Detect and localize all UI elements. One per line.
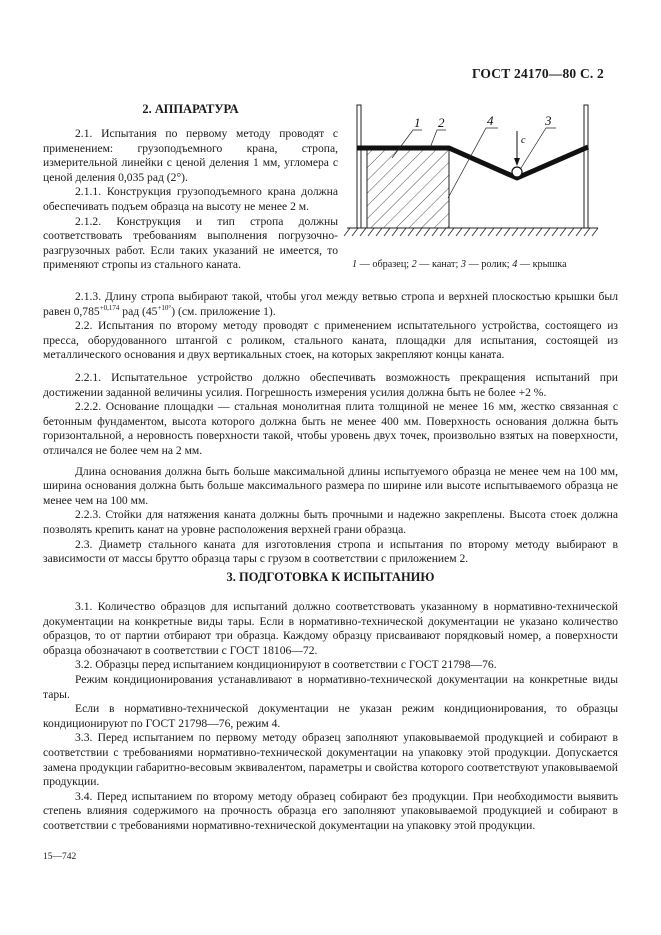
paragraph-3-2-c: Если в нормативно-технической документации не указан режим кондиционирования, то образцы кондиционируют по ГОСТ 21798—76, режим 4. [43, 702, 618, 730]
paragraph-2-2-3: 2.2.3. Стойки для натяжения каната должны быть прочными и надежно закреплены. Высота стоек должна позволять крепить канат на уровне расположения верхней грани образца. [43, 508, 618, 536]
paragraph-3-4: 3.4. Перед испытанием по второму методу образец собирают без продукции. При необходимости выявить степень влияния содержимого на прочность образца его заполняют упаковываемой продукцией и собирают в соответствии с требованиями нормативно-технической документации на упаковку этой продукции. [43, 789, 618, 832]
paragraph-2-1-3: 2.1.3. Длину стропа выбирают такой, чтобы угол между ветвью стропа и верхней плоскостью крышки был равен $0,785^{+0,174}$ рад $(45^{+10^\circ})$ (см. приложение 1). [43, 290, 618, 318]
section-3-title: 3. ПОДГОТОВКА К ИСПЫТАНИЮ [226, 570, 435, 584]
label-4: 4 [487, 113, 494, 128]
paragraph-2-3: 2.3. Диаметр стального каната для изготовления стропа и испытания по второму методу выбирают в зависимости от массы брутто образца тары с грузом в соответствии с приложением 2. [43, 537, 618, 566]
right-post [584, 105, 588, 228]
label-2: 2 [438, 115, 445, 130]
paragraph-3-2: 3.2. Образцы перед испытанием кондиционируют в соответствии с ГОСТ 21798—76. [75, 658, 497, 672]
roller [512, 167, 522, 177]
paragraph-3-3: 3.3. Перед испытанием по первому методу образец заполняют упаковываемой продукцией и собирают в соответствии с требованиями нормативно-технической документации на упаковку этой продукции. Допускается замена продукции габаритно-весовым эквивалентом, параметры и свойства которого соответствуют упаковываемой продукции. [43, 731, 618, 789]
paragraph-2-1-1: 2.1.1. Конструкция грузоподъемного крана должна обеспечивать подъем образца на высоту не менее 2 м. [43, 185, 338, 213]
paragraph-2-2-1: 2.2.1. Испытательное устройство должно обеспечивать возможность прекращения испытаний при достижении заданной величины усилия. Погрешность измерения усилия должна быть не более +2 %. [43, 370, 618, 399]
left-post [357, 105, 361, 228]
paragraph-2-2-2: 2.2.2. Основание площадки — стальная монолитная плита толщиной не менее 16 мм, жестко связанная с бетонным фундаментом, высота которого должна быть не менее 400 мм. Поверхность основания должна быть горизонтальной, а неровность поверхности такой, чтобы уровень двух точек, произвольно взятых на поверхности, отличался не более чем на 2 мм. [43, 400, 618, 457]
section-2-title: 2. АППАРАТУРА [142, 102, 239, 116]
paragraph-3-2-b: Режим кондиционирования устанавливают в нормативно-технической документации на конкретные виды тары. [43, 672, 618, 701]
label-1: 1 [414, 115, 421, 130]
paragraph-2-2-2-b: Длина основания должна быть больше максимальной длины испытуемого образца не менее чем на 100 мм, ширина основания должна быть больше максимального размера по ширине или высоте испытываемого образца не менее чем на 100 мм. [43, 464, 618, 507]
label-3: 3 [545, 113, 552, 128]
section-3-text [43, 600, 618, 834]
paragraph-2-1: 2.1. Испытания по первому методу проводят с применением: грузоподъемного крана, стропа, измерительной линейки с ценой деления 1 мм, угломера с ценой деления 0,035 рад (2°). [43, 127, 338, 184]
force-label: c [521, 135, 526, 146]
document-header: ГОСТ 24170—80 С. 2 [471, 66, 604, 81]
section-2-continued [43, 290, 618, 567]
figure-caption: 1 — образец; 2 — канат; 3 — ролик; 4 — крышка [352, 259, 567, 270]
test-rig-figure [0, 0, 661, 300]
paragraph-2-1-2: 2.1.2. Конструкция и тип стропа должны соответствовать требованиям выполнения погрузочно-разгрузочных работ. Если таких указаний не имеется, то применяют стропы из стального каната. [43, 214, 338, 272]
paragraph-3-1: 3.1. Количество образцов для испытаний должно соответствовать указанному в нормативно-технической документации на конкретные виды тары. Если в нормативно-технической документации не указано количество образцов, то от партии отбирают три образца. Каждому образцу присваивают порядковый номер, а поверхности образца обозначают в соответствии с ГОСТ 18106—72. [43, 600, 618, 657]
print-code: 15—742 [43, 852, 77, 862]
sample-box [367, 149, 449, 228]
paragraph-2-2: 2.2. Испытания по второму методу проводят с применением испытательного устройства, состоящего из пресса, оборудованного штангой с роликом, стального каната, площадки для испытания, состоящей из металлического основания и двух вертикальных стоек, на которых закрепляют концы каната. [43, 319, 618, 362]
